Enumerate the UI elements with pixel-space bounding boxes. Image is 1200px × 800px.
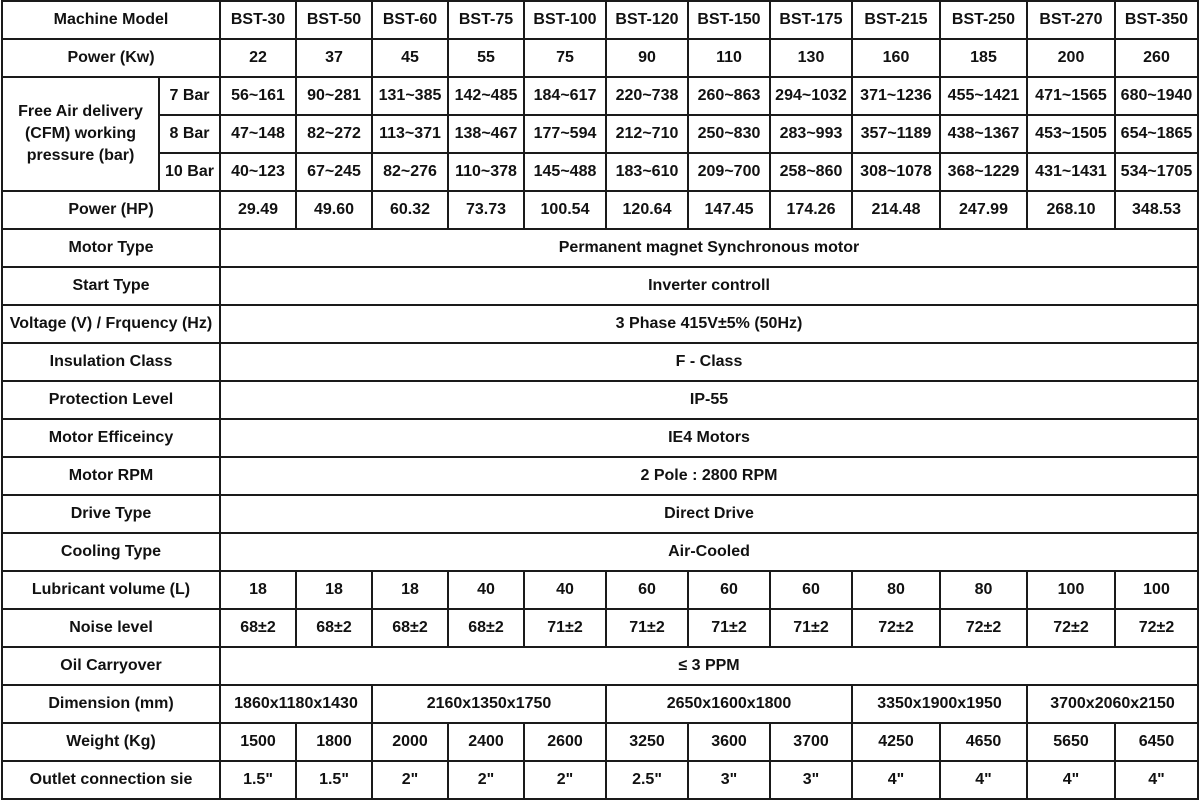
bar-label: 8 Bar — [159, 115, 220, 153]
dimension-cell: 3350x1900x1950 — [852, 685, 1027, 723]
model-cell: BST-50 — [296, 1, 372, 39]
oil-carryover-value: ≤ 3 PPM — [220, 647, 1198, 685]
power-hp-cell: 247.99 — [940, 191, 1027, 229]
outlet-cell: 3" — [688, 761, 770, 799]
power-hp-cell: 60.32 — [372, 191, 448, 229]
cfm-cell: 47~148 — [220, 115, 296, 153]
power-kw-cell: 55 — [448, 39, 524, 77]
model-cell: BST-120 — [606, 1, 688, 39]
cfm-cell: 471~1565 — [1027, 77, 1115, 115]
power-kw-cell: 45 — [372, 39, 448, 77]
voltage-label: Voltage (V) / Frquency (Hz) — [2, 305, 220, 343]
rpm-label: Motor RPM — [2, 457, 220, 495]
lubricant-cell: 80 — [852, 571, 940, 609]
outlet-cell: 4" — [1027, 761, 1115, 799]
lubricant-label: Lubricant volume (L) — [2, 571, 220, 609]
power-hp-cell: 49.60 — [296, 191, 372, 229]
power-hp-label: Power (HP) — [2, 191, 220, 229]
cooling-label: Cooling Type — [2, 533, 220, 571]
cfm-cell: 438~1367 — [940, 115, 1027, 153]
noise-cell: 71±2 — [606, 609, 688, 647]
weight-cell: 2400 — [448, 723, 524, 761]
power-hp-cell: 214.48 — [852, 191, 940, 229]
free-air-label: Free Air delivery (CFM) working pressure (bar) — [2, 77, 159, 191]
start-type-value: Inverter controll — [220, 267, 1198, 305]
noise-cell: 68±2 — [372, 609, 448, 647]
cfm-cell: 431~1431 — [1027, 153, 1115, 191]
cfm-cell: 184~617 — [524, 77, 606, 115]
insulation-label: Insulation Class — [2, 343, 220, 381]
weight-cell: 3600 — [688, 723, 770, 761]
weight-cell: 5650 — [1027, 723, 1115, 761]
weight-cell: 2000 — [372, 723, 448, 761]
outlet-cell: 1.5" — [220, 761, 296, 799]
cfm-cell: 56~161 — [220, 77, 296, 115]
model-cell: BST-175 — [770, 1, 852, 39]
cfm-cell: 250~830 — [688, 115, 770, 153]
row-start-type — [2, 267, 1198, 305]
row-free-air-10bar — [2, 153, 1198, 191]
cfm-cell: 220~738 — [606, 77, 688, 115]
outlet-cell: 2" — [448, 761, 524, 799]
noise-label: Noise level — [2, 609, 220, 647]
cfm-cell: 82~276 — [372, 153, 448, 191]
power-kw-cell: 160 — [852, 39, 940, 77]
row-drive — [2, 495, 1198, 533]
power-hp-cell: 73.73 — [448, 191, 524, 229]
cfm-cell: 283~993 — [770, 115, 852, 153]
spec-table — [1, 0, 1199, 800]
weight-cell: 3700 — [770, 723, 852, 761]
row-insulation — [2, 343, 1198, 381]
lubricant-cell: 60 — [606, 571, 688, 609]
bar-label: 7 Bar — [159, 77, 220, 115]
model-cell: BST-350 — [1115, 1, 1198, 39]
cfm-cell: 131~385 — [372, 77, 448, 115]
power-kw-cell: 37 — [296, 39, 372, 77]
cfm-cell: 260~863 — [688, 77, 770, 115]
dimension-label: Dimension (mm) — [2, 685, 220, 723]
cfm-cell: 177~594 — [524, 115, 606, 153]
lubricant-cell: 40 — [448, 571, 524, 609]
power-hp-cell: 348.53 — [1115, 191, 1198, 229]
weight-cell: 4250 — [852, 723, 940, 761]
dimension-cell: 1860x1180x1430 — [220, 685, 372, 723]
power-hp-cell: 174.26 — [770, 191, 852, 229]
power-hp-cell: 100.54 — [524, 191, 606, 229]
cfm-cell: 357~1189 — [852, 115, 940, 153]
power-kw-cell: 90 — [606, 39, 688, 77]
cfm-cell: 455~1421 — [940, 77, 1027, 115]
row-dimension — [2, 685, 1198, 723]
outlet-cell: 4" — [940, 761, 1027, 799]
weight-cell: 1500 — [220, 723, 296, 761]
outlet-label: Outlet connection sie — [2, 761, 220, 799]
noise-cell: 72±2 — [852, 609, 940, 647]
outlet-cell: 3" — [770, 761, 852, 799]
noise-cell: 68±2 — [296, 609, 372, 647]
motor-type-value: Permanent magnet Synchronous motor — [220, 229, 1198, 267]
cfm-cell: 142~485 — [448, 77, 524, 115]
power-kw-cell: 130 — [770, 39, 852, 77]
model-cell: BST-270 — [1027, 1, 1115, 39]
cfm-cell: 67~245 — [296, 153, 372, 191]
cfm-cell: 368~1229 — [940, 153, 1027, 191]
drive-label: Drive Type — [2, 495, 220, 533]
noise-cell: 72±2 — [1115, 609, 1198, 647]
outlet-cell: 2" — [372, 761, 448, 799]
cfm-cell: 308~1078 — [852, 153, 940, 191]
cooling-value: Air-Cooled — [220, 533, 1198, 571]
cfm-cell: 654~1865 — [1115, 115, 1198, 153]
protection-value: IP-55 — [220, 381, 1198, 419]
weight-cell: 4650 — [940, 723, 1027, 761]
cfm-cell: 82~272 — [296, 115, 372, 153]
noise-cell: 72±2 — [1027, 609, 1115, 647]
model-cell: BST-60 — [372, 1, 448, 39]
row-cooling — [2, 533, 1198, 571]
dimension-cell: 2160x1350x1750 — [372, 685, 606, 723]
voltage-value: 3 Phase 415V±5% (50Hz) — [220, 305, 1198, 343]
power-hp-cell: 268.10 — [1027, 191, 1115, 229]
model-cell: BST-30 — [220, 1, 296, 39]
cfm-cell: 183~610 — [606, 153, 688, 191]
power-kw-cell: 200 — [1027, 39, 1115, 77]
cfm-cell: 680~1940 — [1115, 77, 1198, 115]
oil-carryover-label: Oil Carryover — [2, 647, 220, 685]
lubricant-cell: 100 — [1027, 571, 1115, 609]
cfm-cell: 209~700 — [688, 153, 770, 191]
weight-label: Weight (Kg) — [2, 723, 220, 761]
weight-cell: 3250 — [606, 723, 688, 761]
weight-cell: 1800 — [296, 723, 372, 761]
model-cell: BST-150 — [688, 1, 770, 39]
row-lubricant — [2, 571, 1198, 609]
dimension-cell: 3700x2060x2150 — [1027, 685, 1198, 723]
weight-cell: 6450 — [1115, 723, 1198, 761]
lubricant-cell: 18 — [372, 571, 448, 609]
row-weight — [2, 723, 1198, 761]
cfm-cell: 294~1032 — [770, 77, 852, 115]
efficiency-value: IE4 Motors — [220, 419, 1198, 457]
cfm-cell: 145~488 — [524, 153, 606, 191]
motor-type-label: Motor Type — [2, 229, 220, 267]
noise-cell: 68±2 — [220, 609, 296, 647]
model-cell: BST-100 — [524, 1, 606, 39]
row-noise — [2, 609, 1198, 647]
cfm-cell: 258~860 — [770, 153, 852, 191]
insulation-value: F - Class — [220, 343, 1198, 381]
outlet-cell: 1.5" — [296, 761, 372, 799]
efficiency-label: Motor Efficeincy — [2, 419, 220, 457]
power-kw-cell: 185 — [940, 39, 1027, 77]
power-kw-cell: 260 — [1115, 39, 1198, 77]
cfm-cell: 371~1236 — [852, 77, 940, 115]
lubricant-cell: 18 — [296, 571, 372, 609]
row-motor-type — [2, 229, 1198, 267]
noise-cell: 71±2 — [688, 609, 770, 647]
noise-cell: 71±2 — [524, 609, 606, 647]
outlet-cell: 4" — [1115, 761, 1198, 799]
machine-model-label: Machine Model — [2, 1, 220, 39]
cfm-cell: 110~378 — [448, 153, 524, 191]
lubricant-cell: 80 — [940, 571, 1027, 609]
row-free-air-7bar — [2, 77, 1198, 115]
power-kw-cell: 22 — [220, 39, 296, 77]
model-cell: BST-250 — [940, 1, 1027, 39]
row-voltage — [2, 305, 1198, 343]
cfm-cell: 90~281 — [296, 77, 372, 115]
bar-label: 10 Bar — [159, 153, 220, 191]
cfm-cell: 138~467 — [448, 115, 524, 153]
row-efficiency — [2, 419, 1198, 457]
power-hp-cell: 120.64 — [606, 191, 688, 229]
row-outlet — [2, 761, 1198, 799]
row-power-hp — [2, 191, 1198, 229]
power-kw-cell: 110 — [688, 39, 770, 77]
cfm-cell: 40~123 — [220, 153, 296, 191]
outlet-cell: 2" — [524, 761, 606, 799]
row-protection — [2, 381, 1198, 419]
power-hp-cell: 29.49 — [220, 191, 296, 229]
power-kw-cell: 75 — [524, 39, 606, 77]
rpm-value: 2 Pole : 2800 RPM — [220, 457, 1198, 495]
power-kw-label: Power (Kw) — [2, 39, 220, 77]
drive-value: Direct Drive — [220, 495, 1198, 533]
dimension-cell: 2650x1600x1800 — [606, 685, 852, 723]
noise-cell: 68±2 — [448, 609, 524, 647]
outlet-cell: 4" — [852, 761, 940, 799]
row-free-air-8bar — [2, 115, 1198, 153]
cfm-cell: 453~1505 — [1027, 115, 1115, 153]
lubricant-cell: 60 — [770, 571, 852, 609]
power-hp-cell: 147.45 — [688, 191, 770, 229]
cfm-cell: 113~371 — [372, 115, 448, 153]
lubricant-cell: 60 — [688, 571, 770, 609]
outlet-cell: 2.5" — [606, 761, 688, 799]
noise-cell: 71±2 — [770, 609, 852, 647]
lubricant-cell: 100 — [1115, 571, 1198, 609]
lubricant-cell: 40 — [524, 571, 606, 609]
row-oil-carryover — [2, 647, 1198, 685]
row-rpm — [2, 457, 1198, 495]
model-cell: BST-75 — [448, 1, 524, 39]
start-type-label: Start Type — [2, 267, 220, 305]
protection-label: Protection Level — [2, 381, 220, 419]
lubricant-cell: 18 — [220, 571, 296, 609]
cfm-cell: 212~710 — [606, 115, 688, 153]
row-machine-model — [2, 1, 1198, 39]
noise-cell: 72±2 — [940, 609, 1027, 647]
model-cell: BST-215 — [852, 1, 940, 39]
row-power-kw — [2, 39, 1198, 77]
cfm-cell: 534~1705 — [1115, 153, 1198, 191]
weight-cell: 2600 — [524, 723, 606, 761]
